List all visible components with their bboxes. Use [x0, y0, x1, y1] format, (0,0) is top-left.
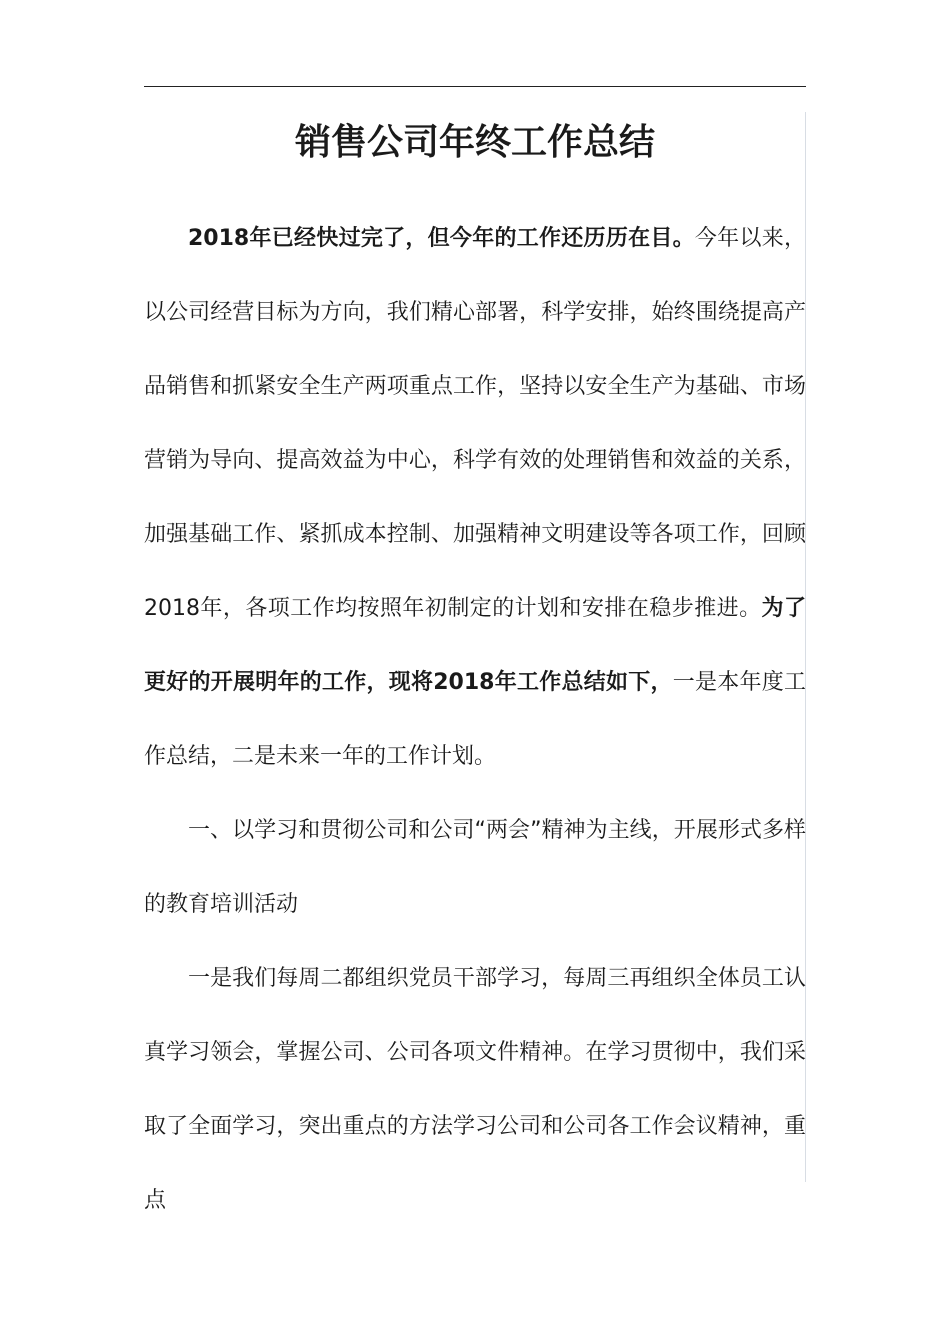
intro-closing-text: 一是本年度工作总结，二是未来一年的工作计划。: [144, 670, 806, 769]
document-title: 销售公司年终工作总结: [294, 122, 655, 163]
intro-body-text: 今年以来，以公司经营目标为方向，我们精心部署，科学安排，始终围绕提高产品销售和抓紧安全生产两项重点工作，坚持以安全生产为基础、市场营销为导向、提高效益为中心，科学有效的处理销售和效益的关系，加强基础工作、紧抓成本控制、加强精神文明建设等各项工作，回顾2018年，各项工作均按照年初制定的计划和安排在稳步推进。: [144, 226, 806, 621]
section-heading-1-text: 一、以学习和贯彻公司和公司“两会”精神为主线，开展形式多样的教育培训活动: [144, 818, 806, 917]
paragraph-section-1: [144, 942, 806, 1238]
section-heading-1: [144, 794, 806, 942]
intro-bold-opening: 2018年已经快过完了，但今年的工作还历历在目。: [188, 226, 695, 251]
section-1-body-text: 一是我们每周二都组织党员干部学习，每周三再组织全体员工认真学习领会，掌握公司、公司各项文件精神。在学习贯彻中，我们采取了全面学习，突出重点的方法学习公司和公司各工作会议精神，重点: [144, 966, 806, 1213]
paragraph-intro: [144, 202, 806, 794]
intro-bold-summary: 为了更好的开展明年的工作，现将2018年工作总结如下，: [144, 596, 806, 695]
header-rule: [144, 86, 806, 87]
document-body: [144, 202, 806, 1238]
